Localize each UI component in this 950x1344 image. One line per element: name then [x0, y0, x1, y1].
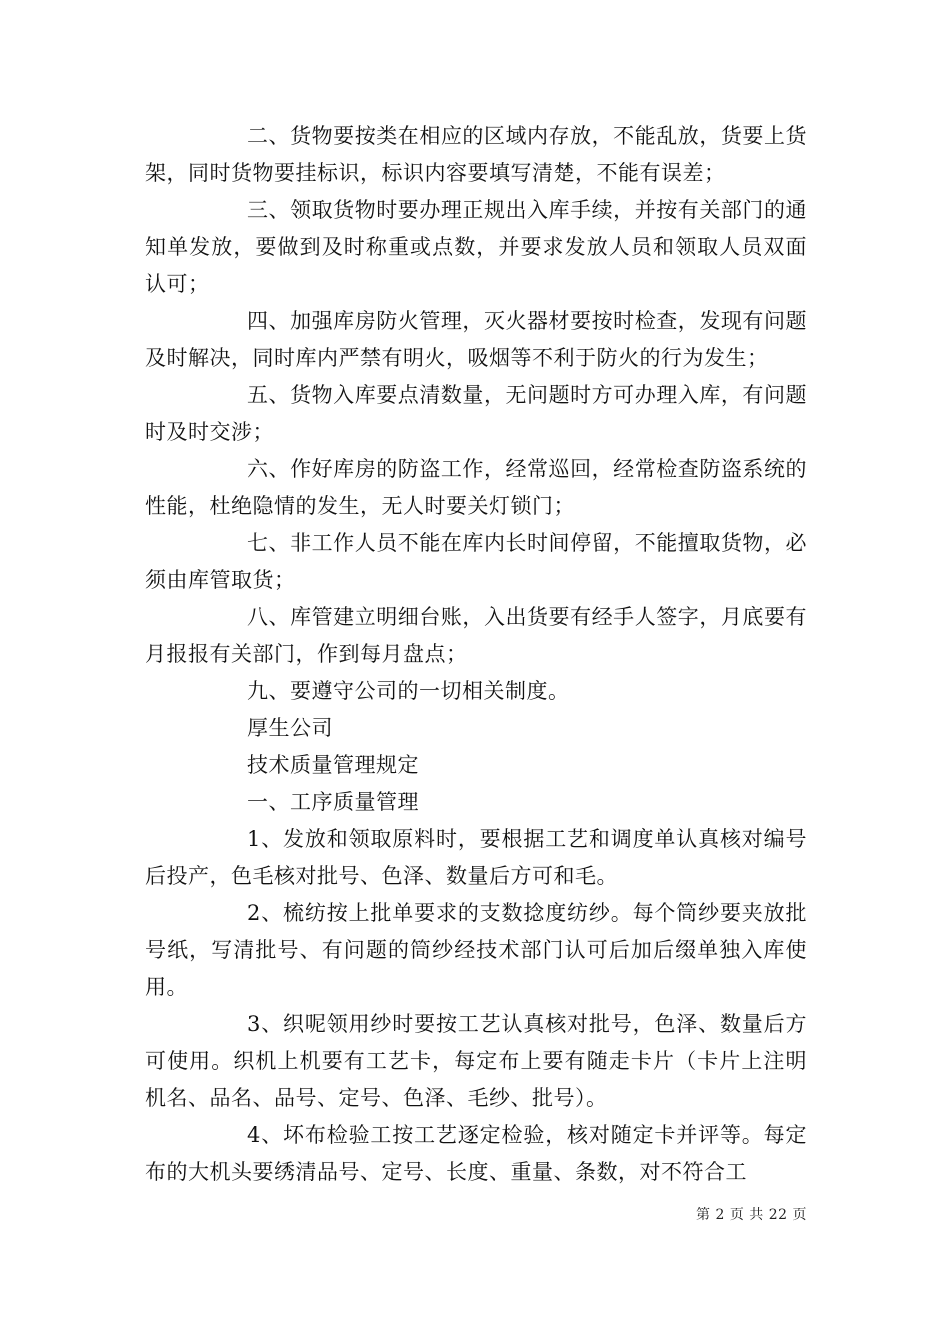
document-body	[145, 118, 807, 1191]
quality-item-3: 3、织呢领用纱时要按工艺认真核对批号，色泽、数量后方可使用。织机上机要有工艺卡，每定布上要有随走卡片（卡片上注明机名、品名、品号、定号、色泽、毛纱、批号）。	[145, 1012, 807, 1110]
quality-item-1: 1、发放和领取原料时，要根据工艺和调度单认真核对编号后投产，色毛核对批号、色泽、数量后方可和毛。	[145, 827, 807, 888]
rule-paragraph-2: 二、货物要按类在相应的区域内存放，不能乱放，货要上货架，同时货物要挂标识，标识内容要填写清楚，不能有误差；	[145, 124, 807, 185]
rule-paragraph-7: 七、非工作人员不能在库内长时间停留，不能擅取货物，必须由库管取货；	[145, 531, 807, 592]
section-title: 技术质量管理规定	[247, 753, 419, 777]
rule-paragraph-5: 五、货物入库要点清数量，无问题时方可办理入库，有问题时及时交涉；	[145, 383, 807, 444]
rule-paragraph-6: 六、作好库房的防盗工作，经常巡回，经常检查防盗系统的性能，杜绝隐情的发生，无人时要关灯锁门；	[145, 457, 807, 518]
company-name: 厚生公司	[247, 716, 333, 740]
quality-item-2: 2、梳纺按上批单要求的支数捻度纺纱。每个筒纱要夹放批号纸，写清批号、有问题的筒纱经技术部门认可后加后缀单独入库使用。	[145, 901, 807, 999]
page-number: 第 2 页 共 22 页	[696, 1207, 807, 1223]
subsection-title: 一、工序质量管理	[247, 790, 419, 814]
rule-paragraph-9: 九、要遵守公司的一切相关制度。	[247, 679, 570, 703]
rule-paragraph-4: 四、加强库房防火管理，灭火器材要按时检查，发现有问题及时解决，同时库内严禁有明火，吸烟等不利于防火的行为发生；	[145, 309, 807, 370]
quality-item-4: 4、坏布检验工按工艺逐定检验，核对随定卡并评等。每定布的大机头要绣清品号、定号、长度、重量、条数，对不符合工	[145, 1123, 807, 1184]
rule-paragraph-3: 三、领取货物时要办理正规出入库手续，并按有关部门的通知单发放，要做到及时称重或点数，并要求发放人员和领取人员双面认可；	[145, 198, 807, 296]
rule-paragraph-8: 八、库管建立明细台账，入出货要有经手人签字，月底要有月报报有关部门，作到每月盘点；	[145, 605, 807, 666]
